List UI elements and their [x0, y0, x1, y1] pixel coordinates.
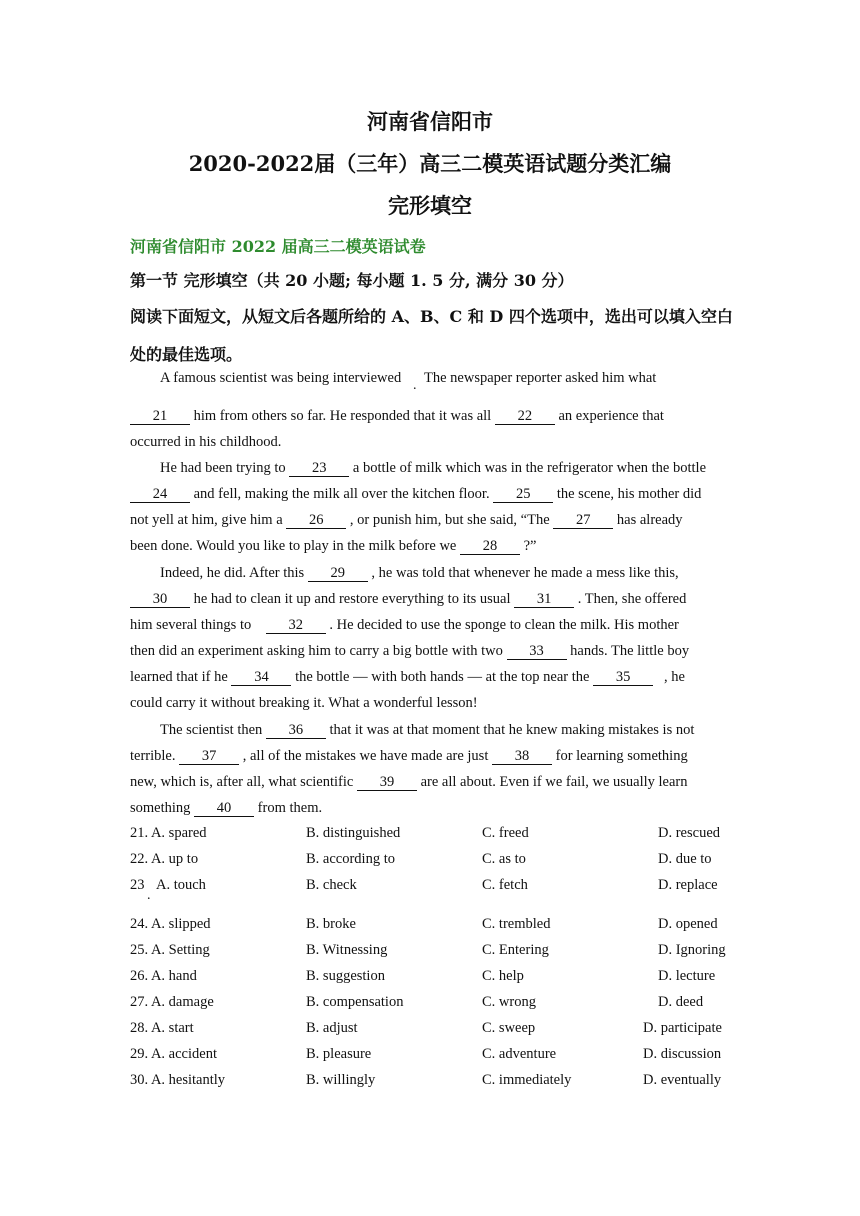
- passage-text: The scientist then: [160, 722, 263, 738]
- passage-line: [424, 369, 656, 387]
- option-a: 22. A. up to: [130, 851, 199, 867]
- blank-22: 22: [495, 409, 555, 425]
- passage-text: a bottle of milk which was in the refrigerator when the bottle: [352, 460, 707, 476]
- passage-text: him from others so far. He responded that it was all: [193, 408, 492, 424]
- blank-25: 25: [493, 487, 553, 503]
- option-d: D. discussion: [643, 1046, 722, 1062]
- passage-text: occurred in his childhood.: [130, 434, 282, 450]
- option-c: C. adventure: [482, 1046, 557, 1062]
- passage-line: [130, 537, 536, 555]
- passage-text: are all about. Even if we fail, we usually learn: [420, 774, 688, 790]
- passage-line: [130, 773, 688, 791]
- blank-37: 37: [179, 749, 239, 765]
- passage-text: the scene, his mother did: [556, 486, 702, 502]
- blank-27: 27: [553, 513, 613, 529]
- blank-26: 26: [286, 513, 346, 529]
- blank-38: 38: [492, 749, 552, 765]
- option-c: C. wrong: [482, 994, 536, 1010]
- passage-text: from them.: [257, 800, 323, 816]
- option-b: B. pleasure: [306, 1046, 372, 1062]
- passage-text: terrible.: [130, 748, 176, 764]
- blank-36: 36: [266, 723, 326, 739]
- option-a: 30. A. hesitantly: [130, 1072, 226, 1088]
- passage-text: hands. The little boy: [570, 643, 690, 659]
- passage-text: has already: [616, 512, 683, 528]
- passage-text: could carry it without breaking it. What a wonderful lesson!: [130, 695, 478, 711]
- document-title-province: 河南省信阳市: [367, 109, 493, 134]
- passage-text: ?”: [523, 538, 537, 554]
- blank-35: 35: [593, 670, 653, 686]
- document-title-topic: 完形填空: [388, 193, 472, 218]
- passage-line: [130, 511, 683, 529]
- option-a: A. touch: [156, 877, 206, 893]
- passage-text: . He decided to use the sponge to clean the milk. His mother: [329, 617, 679, 633]
- option-b: B. broke: [306, 916, 356, 932]
- option-c: C. as to: [482, 851, 526, 867]
- passage-text: something: [130, 800, 191, 816]
- passage-text: He had been trying to: [160, 460, 286, 476]
- option-d: D. lecture: [658, 968, 716, 984]
- option-c: C. sweep: [482, 1020, 536, 1036]
- passage-line: [130, 747, 688, 765]
- blank-32: 32: [266, 618, 326, 634]
- option-b: B. adjust: [306, 1020, 358, 1036]
- section-instructions: 阅读下面短文，从短文后各题所给的 A、B、C 和 D 四个选项中，选出可以填入空白处的最佳选项。: [130, 307, 733, 364]
- option-b: B. compensation: [306, 994, 404, 1010]
- option-d: D. rescued: [658, 825, 721, 841]
- passage-text: an experience that: [558, 408, 664, 424]
- blank-23: 23: [289, 461, 349, 477]
- passage-text: . Then, she offered: [577, 591, 687, 607]
- passage-text: the bottle — with both hands — at the top near the: [295, 669, 590, 685]
- blank-28: 28: [460, 539, 520, 555]
- option-c: C. Entering: [482, 942, 549, 958]
- passage-line: [130, 642, 689, 660]
- passage-text: Indeed, he did. After this: [160, 565, 305, 581]
- passage-line: [130, 485, 701, 503]
- blank-40: 40: [194, 801, 254, 817]
- passage-text: him several things to: [130, 617, 252, 633]
- passage-text: not yell at him, give him a: [130, 512, 283, 528]
- passage-text: new, which is, after all, what scientific: [130, 774, 354, 790]
- blank-29: 29: [308, 566, 368, 582]
- passage-text: that it was at that moment that he knew making mistakes is not: [329, 722, 695, 738]
- passage-text: and fell, making the milk all over the kitchen floor.: [193, 486, 490, 502]
- option-a: 21. A. spared: [130, 825, 207, 841]
- option-a: 27. A. damage: [130, 994, 214, 1010]
- passage-text: , he was told that whenever he made a mess like this,: [371, 565, 679, 581]
- option-a: 29. A. accident: [130, 1046, 217, 1062]
- passage-line: [130, 590, 686, 608]
- option-b: B. check: [306, 877, 357, 893]
- exam-source-heading: 河南省信阳市 2022 届高三二模英语试卷: [130, 237, 426, 256]
- passage-text: then did an experiment asking him to carry a big bottle with two: [130, 643, 503, 659]
- passage-text: The newspaper reporter asked him what: [424, 370, 657, 386]
- document-title-collection: 2020-2022届（三年）高三二模英语试题分类汇编: [188, 151, 672, 176]
- passage-line: [130, 616, 679, 634]
- passage-text: , all of the mistakes we have made are just: [242, 748, 489, 764]
- passage-text: he had to clean it up and restore everything to its usual: [193, 591, 511, 607]
- passage-line: [130, 799, 322, 817]
- option-c: C. help: [482, 968, 524, 984]
- blank-30: 30: [130, 592, 190, 608]
- passage-text: A famous scientist was being interviewed: [160, 370, 402, 386]
- blank-34: 34: [231, 670, 291, 686]
- option-c: C. freed: [482, 825, 529, 841]
- blank-24: 24: [130, 487, 190, 503]
- passage-line: [130, 668, 685, 686]
- option-b: B. Witnessing: [306, 942, 388, 958]
- passage-text: for learning something: [555, 748, 688, 764]
- punctuation-dot: .: [147, 888, 151, 903]
- option-b: B. distinguished: [306, 825, 401, 841]
- blank-31: 31: [514, 592, 574, 608]
- option-d: D. replace: [658, 877, 718, 893]
- option-d: D. due to: [658, 851, 712, 867]
- passage-line: [160, 369, 401, 387]
- blank-39: 39: [357, 775, 417, 791]
- passage-line: [160, 721, 694, 739]
- section-heading: 第一节 完形填空（共 20 小题; 每小题 1. 5 分, 满分 30 分）: [130, 271, 574, 290]
- passage-text: learned that if he: [130, 669, 228, 685]
- blank-33: 33: [507, 644, 567, 660]
- option-d: D. Ignoring: [658, 942, 726, 958]
- punctuation-dot: .: [413, 378, 417, 393]
- passage-line: [130, 694, 478, 712]
- question-number: 23: [130, 877, 145, 893]
- passage-text: , or punish him, but she said, “The: [349, 512, 550, 528]
- option-a: 26. A. hand: [130, 968, 197, 984]
- option-b: B. suggestion: [306, 968, 385, 984]
- blank-21: 21: [130, 409, 190, 425]
- option-b: B. according to: [306, 851, 395, 867]
- passage-line: [160, 459, 706, 477]
- passage-text: been done. Would you like to play in the milk before we: [130, 538, 457, 554]
- option-a: 24. A. slipped: [130, 916, 211, 932]
- option-d: D. deed: [658, 994, 704, 1010]
- option-d: D. eventually: [643, 1072, 722, 1088]
- option-d: D. opened: [658, 916, 718, 932]
- option-b: B. willingly: [306, 1072, 376, 1088]
- passage-line: [130, 407, 664, 425]
- option-d: D. participate: [643, 1020, 722, 1036]
- passage-text: , he: [663, 669, 685, 685]
- option-c: C. immediately: [482, 1072, 572, 1088]
- option-a: 28. A. start: [130, 1020, 194, 1036]
- option-c: C. trembled: [482, 916, 551, 932]
- option-a: 25. A. Setting: [130, 942, 210, 958]
- passage-line: [160, 564, 679, 582]
- option-c: C. fetch: [482, 877, 528, 893]
- passage-line: [130, 433, 281, 451]
